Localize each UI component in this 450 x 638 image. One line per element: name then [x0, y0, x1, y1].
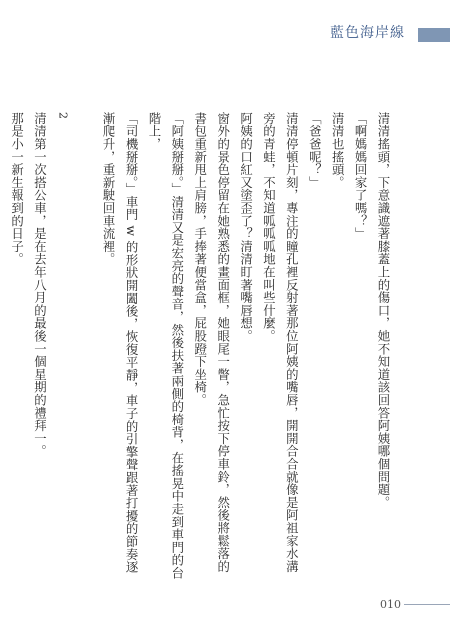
paragraph: 清清第一次搭公車，是在去年八月的最後一個星期的禮拜一。 [32, 112, 48, 458]
footer-rule [404, 604, 450, 605]
header-accent-bar [418, 28, 450, 42]
paragraph: 窗外的景色停留在她熟悉的畫面框，她眼尾一瞥，急忙按下停車鈴，然後將鬆落的書包重新甩上肩膀，手捧著便當盒，屁股蹬下坐椅。 [192, 112, 231, 573]
vertical-body-text [5, 112, 394, 582]
section-number: 2 [56, 112, 70, 120]
page-number: 010 [380, 598, 401, 611]
blank-line [73, 112, 96, 582]
paragraph: 清清停頓片刻，專注的瞳孔裡反射著那位阿姨的嘴唇，開開合合就像是阿祖家水溝旁的青蛙，不知道呱呱呱地在叫些什麼。 [261, 112, 300, 573]
paragraph: 「啊媽媽回家了嗎？」 [353, 112, 369, 240]
paragraph: 阿姨的口紅又塗歪了？清清盯著嘴唇想。 [238, 112, 254, 343]
paragraph: 「阿姨掰掰。」清清又是宏亮的聲音，然後扶著兩側的椅背，在搖晃中走到車門的台階上， [146, 112, 185, 580]
paragraph: 清清搖頭，下意識遮著膝蓋上的傷口，她不知道該回答阿姨哪個問題。 [376, 112, 391, 509]
running-header-title: 藍色海岸線 [330, 25, 405, 41]
paragraph: 「爸爸呢？」 [307, 112, 323, 189]
paragraph: 清清也搖頭。 [330, 112, 346, 189]
paragraph: 那是小一新生報到的日子。 [9, 112, 25, 266]
paragraph: 「司機掰掰。」車門 w 的形狀開闔後，恢復平靜，車子的引擎聲跟著打擾的節奏逐漸爬升，重新駛回車流裡。 [101, 112, 140, 574]
